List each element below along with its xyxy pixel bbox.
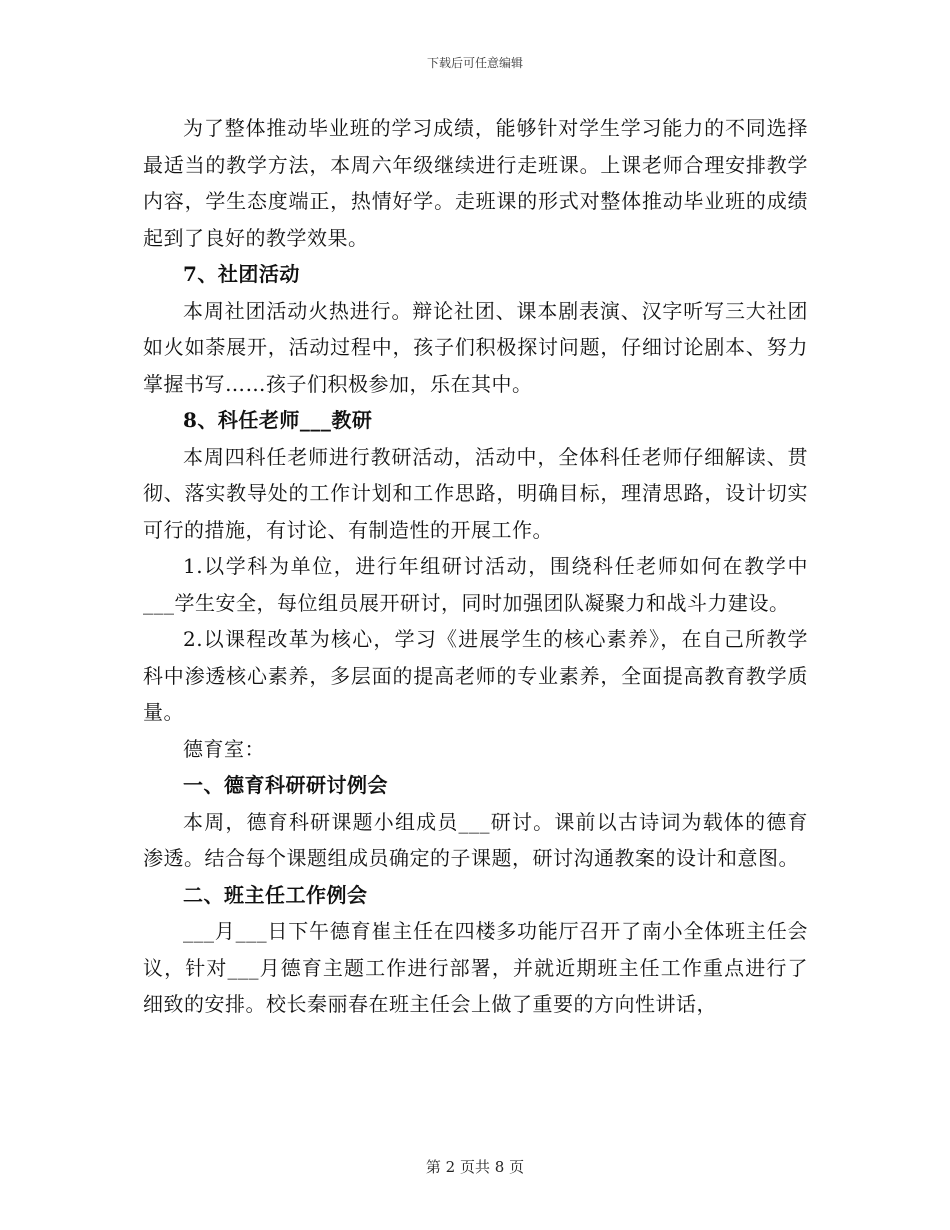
paragraph: 德育室： xyxy=(183,736,265,761)
section-heading: 7、社团活动 xyxy=(183,262,300,286)
paragraph: 2.以课程改革为核心，学习《进展学生的核心素养》，在自己所教学科中渗透核心素养，多层面的提高老师的专业素养，全面提高教育教学质量。 xyxy=(143,627,808,724)
header-note: 下载后可任意编辑 xyxy=(426,56,523,70)
section-heading: 二、班主任工作例会 xyxy=(183,882,368,907)
page-number: 第 2 页共 8 页 xyxy=(425,1158,525,1176)
paragraph: 本周社团活动火热进行。辩论社团、课本剧表演、汉字听写三大社团如火如荼展开，活动过程中，孩子们积极探讨问题，仔细讨论剧本、努力掌握书写……孩子们积极参加，乐在其中。 xyxy=(143,298,808,396)
paragraph: 为了整体推动毕业班的学习成绩，能够针对学生学习能力的不同选择最适当的教学方法，本周六年级继续进行走班课。上课老师合理安排教学内容，学生态度端正，热情好学。走班课的形式对整体推动毕业班的成绩起到了良好的教学效果。 xyxy=(143,116,808,250)
document-body xyxy=(143,110,808,1023)
section-heading: 一、德育科研研讨例会 xyxy=(183,773,388,797)
paragraph: 本周四科任老师进行教研活动，活动中，全体科任老师仔细解读、贯彻、落实教导处的工作计划和工作思路，明确目标，理清思路，设计切实可行的措施，有讨论、有制造性的开展工作。 xyxy=(143,444,808,542)
paragraph: 本周，德育科研课题小组成员___研讨。课前以古诗词为载体的德育渗透。结合每个课题组成员确定的子课题，研讨沟通教案的设计和意图。 xyxy=(143,809,808,870)
section-heading: 8、科任老师___教研 xyxy=(183,408,373,432)
paragraph: 1.以学科为单位，进行年组研讨活动，围绕科任老师如何在教学中___学生安全，每位组员展开研讨，同时加强团队凝聚力和战斗力建设。 xyxy=(143,554,808,615)
paragraph: ___月___日下午德育崔主任在四楼多功能厅召开了南小全体班主任会议，针对___月德育主题工作进行部署，并就近期班主任工作重点进行了细致的安排。校长秦丽春在班主任会上做了重要的方向性讲话， xyxy=(143,919,808,1016)
